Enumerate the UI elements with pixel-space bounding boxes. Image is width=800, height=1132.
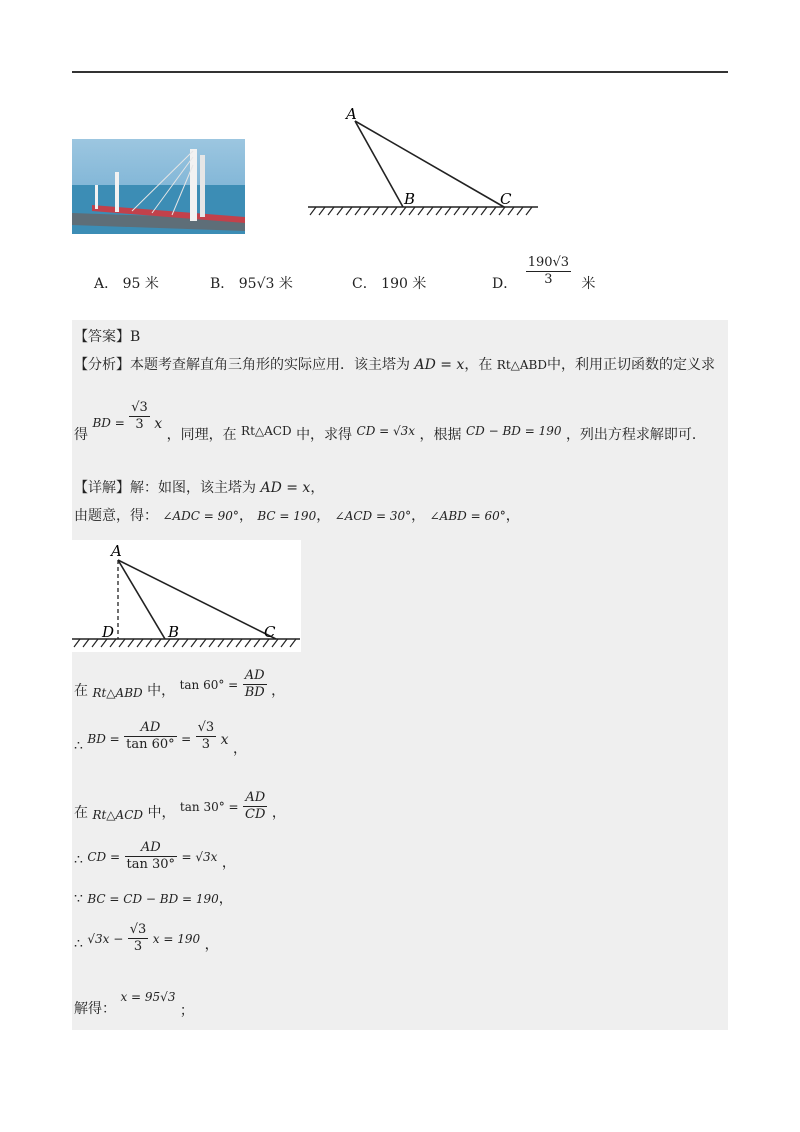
step-4: ∴ CD = $\frac{AD}{\tan 30^\circ}$ = √3x ， <box>74 840 236 872</box>
step-7: 解得： x = 95√3 ； <box>74 990 194 1019</box>
step-3: 在 Rt△ACD 中， tan 30° = $\frac{AD}{CD}$ ， <box>74 790 286 822</box>
ground-hatch <box>382 207 388 215</box>
ground-hatch <box>427 207 433 215</box>
ground-hatch <box>454 207 460 215</box>
ground-hatch <box>409 207 415 215</box>
label-c: C <box>500 190 512 208</box>
ground-hatch <box>146 639 152 647</box>
ground-hatch <box>128 639 134 647</box>
ground-hatch <box>481 207 487 215</box>
header-rule <box>72 71 728 73</box>
ground-hatch <box>373 207 379 215</box>
step-6: ∴ √3x − $\frac{√3}{3}$ x = 190 ， <box>74 922 219 954</box>
ground-hatch <box>355 207 361 215</box>
ground-hatch <box>155 639 161 647</box>
ground-hatch <box>319 207 325 215</box>
label-c2: C <box>264 623 276 641</box>
ground-hatch <box>472 207 478 215</box>
ground-hatch <box>517 207 523 215</box>
ground-hatch <box>526 207 532 215</box>
label-a2: A <box>111 542 122 560</box>
ground-hatch <box>328 207 334 215</box>
ground-hatch <box>346 207 352 215</box>
ground-hatch <box>83 639 89 647</box>
ground-hatch <box>281 639 287 647</box>
option-c: C． 190 米 <box>352 276 427 292</box>
ground-hatch <box>364 207 370 215</box>
option-a: A． 95 米 <box>94 276 159 292</box>
step-2: ∴ BD = $\frac{AD}{\tan 60^\circ}$ = $\frac{√3}{3}$ x ， <box>74 720 248 757</box>
ground-hatch <box>391 207 397 215</box>
figure-2-triangle <box>72 540 301 652</box>
ground-hatch <box>400 207 406 215</box>
ground-hatch <box>200 639 206 647</box>
answer-line: 【答案】B <box>74 329 141 345</box>
ground-hatch <box>137 639 143 647</box>
ground-hatch <box>445 207 451 215</box>
ground-hatch <box>463 207 469 215</box>
ground-hatch <box>508 207 514 215</box>
analysis-line-2: 得 BD = $\frac{√3}{3}$ x ，同理，在 Rt△ACD 中，求得 CD = √3x ，根据 CD − BD = 190 ，列出方程求解即可． <box>74 400 706 443</box>
option-b: B． 95√3 米 <box>210 276 293 292</box>
step-1: 在 Rt△ABD 中， tan 60° = $\frac{AD}{BD}$ ， <box>74 668 286 700</box>
ground-hatch <box>254 639 260 647</box>
ground-hatch <box>499 207 505 215</box>
ground-hatch <box>310 207 316 215</box>
ground-hatch <box>191 639 197 647</box>
ground-hatch <box>92 639 98 647</box>
ground-hatch <box>290 639 296 647</box>
step-5: ∵ BC = CD − BD = 190， <box>74 891 233 907</box>
label-b2: B <box>168 623 180 641</box>
ground-hatch <box>236 639 242 647</box>
ground-hatch <box>74 639 80 647</box>
ground-hatch <box>436 207 442 215</box>
detail-line-1: 【详解】解：如图，该主塔为 AD = x， <box>74 480 325 496</box>
option-d: D． $\frac{190√3}{3}$ 米 <box>492 255 596 292</box>
ground-hatch <box>245 639 251 647</box>
analysis-line-1: 【分析】本题考查解直角三角形的实际应用．该主塔为 AD = x，在 Rt△ABD中，利用正切函数的定义求 <box>74 357 715 373</box>
ground-hatch <box>418 207 424 215</box>
detail-line-2: 由题意，得： ∠ADC = 90°， BC = 190， ∠ACD = 30°， ∠ABD = 60°， <box>74 508 520 524</box>
ground-hatch <box>218 639 224 647</box>
ground-hatch <box>182 639 188 647</box>
ground-hatch <box>209 639 215 647</box>
label-d2: D <box>102 623 115 641</box>
label-b: B <box>404 190 416 208</box>
bridge-photo <box>72 139 245 234</box>
label-a: A <box>346 105 357 123</box>
figure-1-triangle <box>300 100 550 220</box>
ground-hatch <box>337 207 343 215</box>
ground-hatch <box>227 639 233 647</box>
ground-hatch <box>119 639 125 647</box>
ground-hatch <box>490 207 496 215</box>
